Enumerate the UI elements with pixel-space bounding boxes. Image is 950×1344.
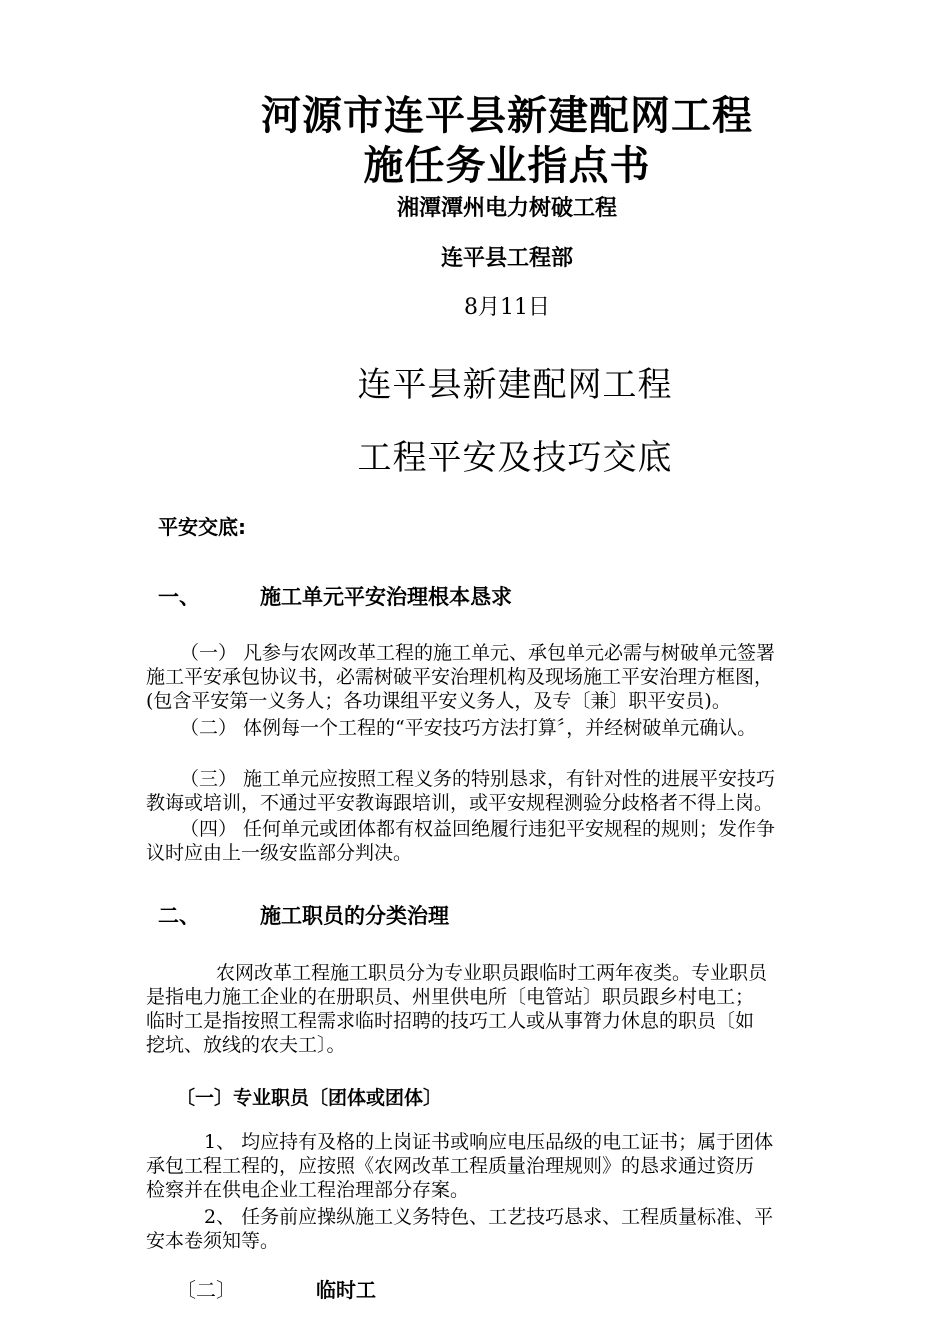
section-1-para-2 <box>146 716 886 740</box>
safety-label: 平安交底: <box>158 515 246 539</box>
text-line: (包含平安第一义务人；各功课组平安义务人，及专〔兼〕职平安员)。 <box>146 690 731 712</box>
section-1-para-4 <box>146 817 886 865</box>
text-line: 1、 均应持有及格的上岗证书或响应电压品级的电工证书；属于团体 <box>204 1131 774 1153</box>
section-1-number: 一、 <box>158 585 200 609</box>
subsection-2-heading: 临时工 <box>316 1278 376 1302</box>
department-name: 连平县工程部 <box>440 246 573 271</box>
section-2-intro <box>146 961 886 1057</box>
text-line: 挖坑、放线的农夫工〕。 <box>146 1034 346 1056</box>
document-title-line2: 施任务业指点书 <box>363 143 651 189</box>
text-line: 承包工程工程的，应按照《农网改革工程质量治理规则》的恳求通过资历 <box>146 1155 755 1177</box>
subsection-2-number: 〔二〕 <box>176 1278 236 1302</box>
text-line: 施工平安承包协议书，必需树破平安治理机构及现场施工平安治理方框图， <box>146 666 774 688</box>
section-1-para-3 <box>146 767 886 815</box>
section-title-line2: 工程平安及技巧交底 <box>357 438 673 478</box>
subsection-1-heading: 〔一〕专业职员〔团体或团体〕 <box>176 1087 443 1109</box>
subsection-1-item-1 <box>146 1130 886 1202</box>
text-line: 议时应由上一级安监部分判决。 <box>146 842 413 864</box>
text-line: 教诲或培训，不通过平安教诲跟培训，或平安规程测验分歧格者不得上岗。 <box>146 792 774 814</box>
text-line: 2、 任务前应操纵施工义务特色、工艺技巧恳求、工程质量标准、平 <box>204 1206 774 1228</box>
document-title-line1: 河源市连平县新建配网工程 <box>261 93 753 139</box>
text-line: 检察并在供电企业工程治理部分存案。 <box>146 1179 470 1201</box>
section-title-line1: 连平县新建配网工程 <box>357 365 673 405</box>
text-line: 安本卷须知等。 <box>146 1230 280 1252</box>
text-line: （一） 凡参与农网改革工程的施工单元、承包单元必需与树破单元签署 <box>180 642 776 664</box>
company-name: 湘潭潭州电力树破工程 <box>396 196 617 221</box>
subsection-1-item-2 <box>146 1205 886 1253</box>
text-line: 是指电力施工企业的在册职员、州里供电所〔电管站〕职员跟乡村电工； <box>146 986 755 1008</box>
text-line: （三） 施工单元应按照工程义务的特别恳求，有针对性的进展平安技巧 <box>180 768 776 790</box>
section-2-number: 二、 <box>158 904 200 928</box>
document-date: 8月11日 <box>464 295 550 320</box>
text-line: 临时工是指按照工程需求临时招聘的技巧工人或从事膂力休息的职员〔如 <box>146 1010 755 1032</box>
section-1-heading: 施工单元平安治理根本恳求 <box>260 585 512 609</box>
text-line: （二） 体例每一个工程的“平安技巧方法打算〞，并经树破单元确认。 <box>180 717 757 739</box>
section-1-para-1 <box>146 641 886 713</box>
section-2-heading: 施工职员的分类治理 <box>260 904 449 928</box>
text-line: （四） 任何单元或团体都有权益回绝履行违犯平安规程的规则；发作争 <box>180 818 776 840</box>
text-line: 农网改革工程施工职员分为专业职员跟临时工两年夜类。专业职员 <box>216 962 768 984</box>
